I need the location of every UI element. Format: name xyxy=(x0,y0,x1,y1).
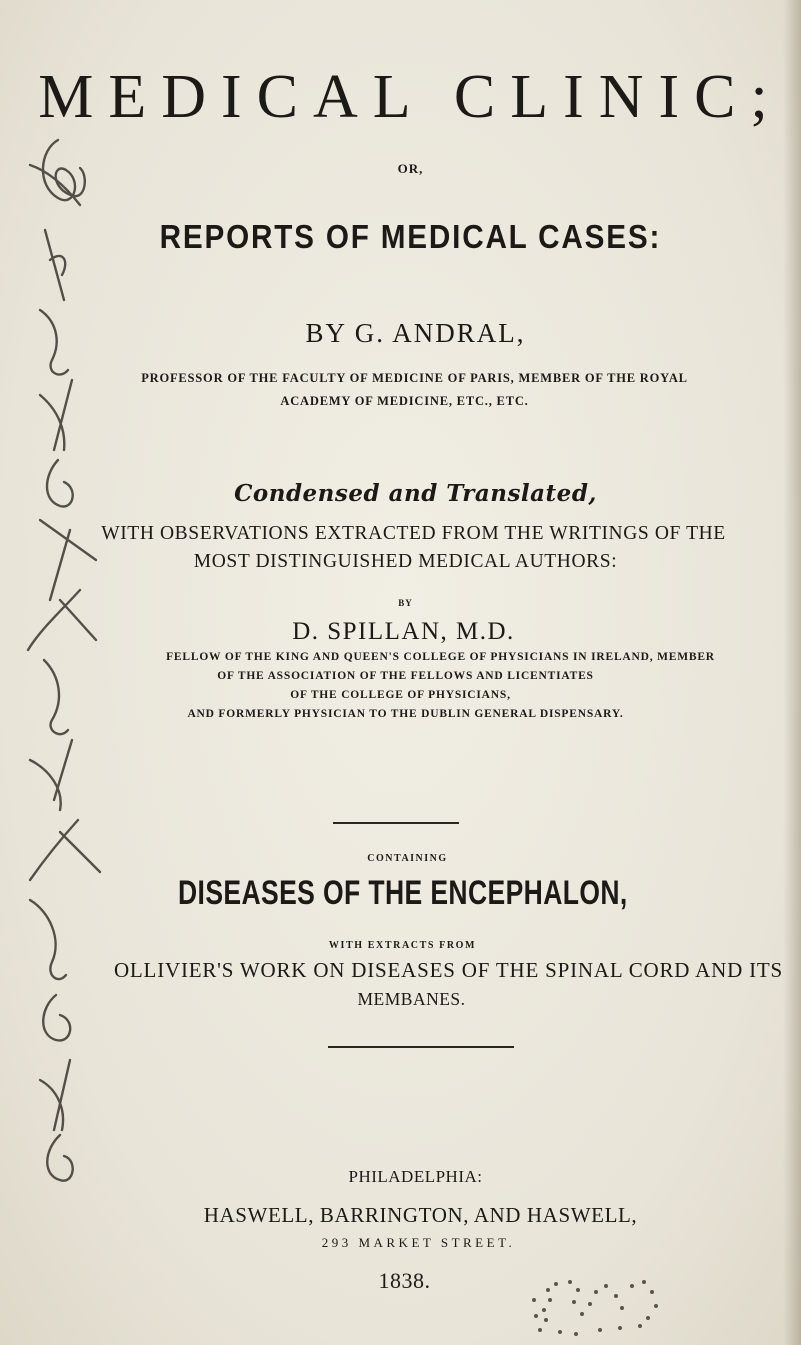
ollivier-work-line: OLLIVIER'S WORK ON DISEASES OF THE SPINAL CORD AND ITS xyxy=(113,958,784,982)
membanes-line: MEMBANES. xyxy=(357,989,466,1009)
imprint-year: 1838. xyxy=(378,1268,431,1293)
author-credentials-line-2: ACADEMY OF MEDICINE, ETC., ETC. xyxy=(280,394,529,408)
divider-rule xyxy=(328,1046,514,1048)
book-title: MEDICAL CLINIC; xyxy=(38,63,783,131)
perforated-stamp-mark xyxy=(520,1260,670,1340)
translator-name: D. SPILLAN, M.D. xyxy=(292,618,515,645)
condensed-translated-note: Condensed and Translated, xyxy=(234,480,597,507)
by-connector: BY xyxy=(398,598,413,608)
book-subtitle: REPORTS OF MEDICAL CASES: xyxy=(159,218,662,255)
translator-credentials-line-3: OF THE COLLEGE OF PHYSICIANS, xyxy=(290,689,511,701)
translator-credentials-line-4: AND FORMERLY PHYSICIAN TO THE DUBLIN GENERAL DISPENSARY. xyxy=(187,708,624,720)
or-connector: OR, xyxy=(397,161,424,176)
imprint-place: PHILADELPHIA: xyxy=(348,1167,483,1186)
extracts-label: WITH EXTRACTS FROM xyxy=(328,940,477,951)
author-credentials-line-1: PROFESSOR OF THE FACULTY OF MEDICINE OF PARIS, MEMBER OF THE ROYAL xyxy=(141,371,688,385)
volume-topic-title: DISEASES OF THE ENCEPHALON, xyxy=(178,874,628,912)
imprint-street: 293 MARKET STREET. xyxy=(321,1235,516,1250)
translator-credentials-line-2: OF THE ASSOCIATION OF THE FELLOWS AND LICENTIATES xyxy=(217,670,594,682)
divider-rule xyxy=(333,822,459,824)
imprint-publisher: HASWELL, BARRINGTON, AND HASWELL, xyxy=(203,1203,638,1227)
translator-credentials-line-1: FELLOW OF THE KING AND QUEEN'S COLLEGE OF PHYSICIANS IN IRELAND, MEMBER xyxy=(166,651,715,663)
author-name: BY G. ANDRAL, xyxy=(305,318,526,348)
containing-label: CONTAINING xyxy=(367,853,448,864)
observations-line-1: WITH OBSERVATIONS EXTRACTED FROM THE WRITINGS OF THE xyxy=(101,523,726,544)
observations-line-2: MOST DISTINGUISHED MEDICAL AUTHORS: xyxy=(193,551,618,572)
